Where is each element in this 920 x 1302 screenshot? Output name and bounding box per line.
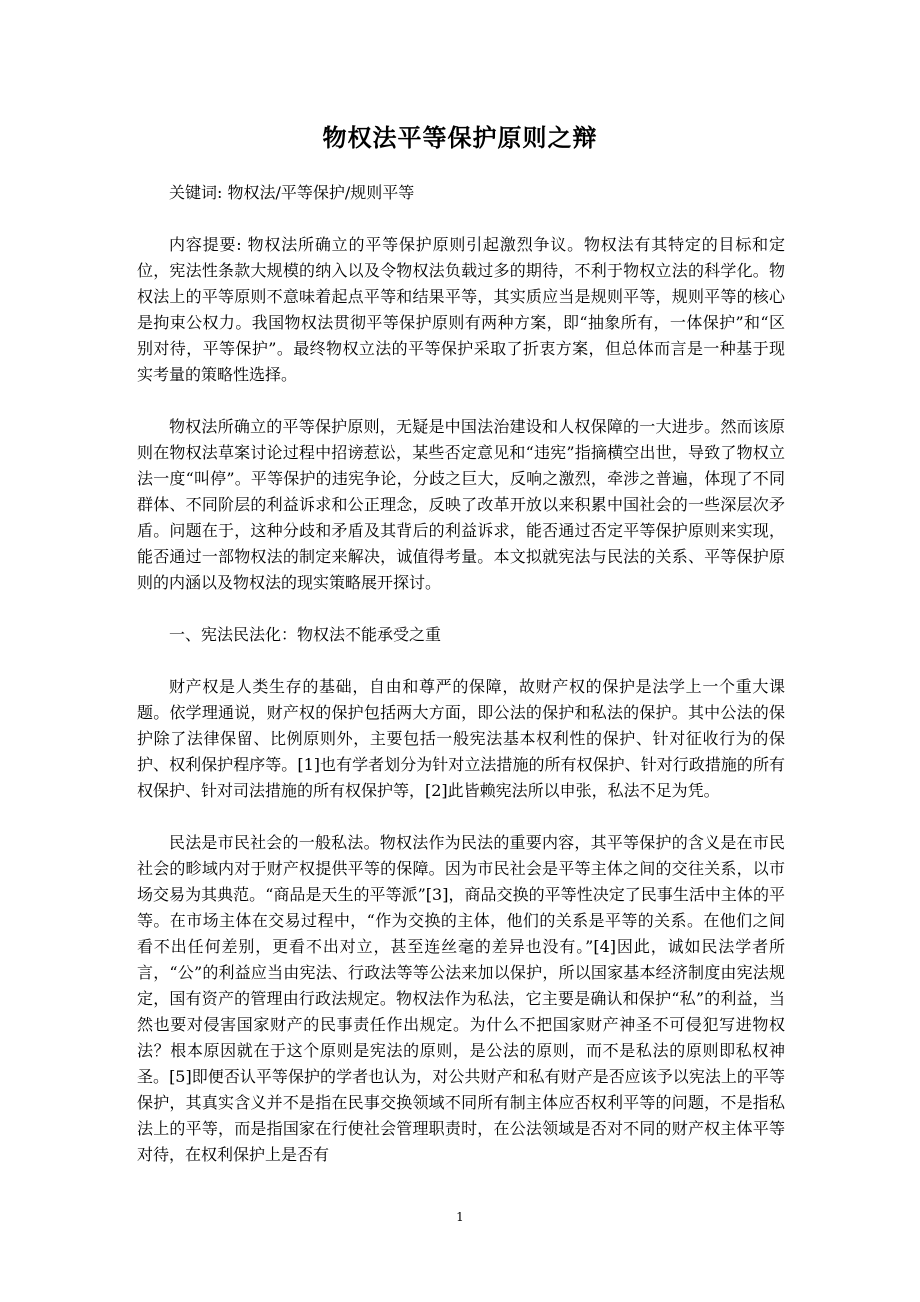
- body-paragraph: 民法是市民社会的一般私法。物权法作为民法的重要内容，其平等保护的含义是在市民社会的畛域内对于财产权提供平等的保障。因为市民社会是平等主体之间的交往关系，以市场交易为其典范。“商品是天生的平等派”[3]，商品交换的平等性决定了民事生活中主体的平等。在市场主体在交易过程中，“作为交换的主体，他们的关系是平等的关系。在他们之间看不出任何差别，更看不出对立，甚至连丝毫的差异也没有。”[4]因此，诚如民法学者所言，“公”的利益应当由宪法、行政法等等公法来加以保护，所以国家基本经济制度由宪法规定，国有资产的管理由行政法规定。物权法作为私法，它主要是确认和保护“私”的利益，当然也要对侵害国家财产的民事责任作出规定。为什么不把国家财产神圣不可侵犯写进物权法？根本原因就在于这个原则是宪法的原则，是公法的原则，而不是私法的原则即私权神圣。[5]即便否认平等保护的学者也认为，对公共财产和私有财产是否应该予以宪法上的平等保护，其真实含义并不是指在民事交换领域不同所有制主体应否权利平等的问题，不是指私法上的平等，而是指国家在行使社会管理职责时，在公法领域是否对不同的财产权主体平等对待，在权利保护上是否有: [137, 833, 785, 1164]
- page-number: 1: [456, 1210, 464, 1224]
- keywords-line: 关键词: 物权法/平等保护/规则平等: [169, 183, 415, 202]
- document-body: [137, 180, 785, 1168]
- abstract-paragraph: 内容提要: 物权法所确立的平等保护原则引起激烈争议。物权法有其特定的目标和定位，宪法性条款大规模的纳入以及令物权法负载过多的期待，不利于物权立法的科学化。物权法上的平等原则不意味着起点平等和结果平等，其实质应当是规则平等，规则平等的核心是拘束公权力。我国物权法贯彻平等保护原则有两种方案，即“抽象所有，一体保护”和“区别对待，平等保护”。最终物权立法的平等保护采取了折衷方案，但总体而言是一种基于现实考量的策略性选择。: [137, 235, 785, 384]
- body-paragraph: 财产权是人类生存的基础，自由和尊严的保障，故财产权的保护是法学上一个重大课题。依学理通说，财产权的保护包括两大方面，即公法的保护和私法的保护。其中公法的保护除了法律保留、比例原则外，主要包括一般宪法基本权利性的保护、针对征收行为的保护、权利保护程序等。[1]也有学者划分为针对立法措施的所有权保护、针对行政措施的所有权保护、针对司法措施的所有权保护等，[2]此皆赖宪法所以申张，私法不足为凭。: [137, 677, 785, 800]
- section-heading: 一、宪法民法化：物权法不能承受之重: [169, 625, 442, 644]
- page-title: 物权法平等保护原则之辩: [322, 123, 598, 152]
- body-paragraph: 物权法所确立的平等保护原则，无疑是中国法治建设和人权保障的一大进步。然而该原则在物权法草案讨论过程中招谤惹讼，某些否定意见和“违宪”指摘横空出世，导致了物权立法一度“叫停”。平等保护的违宪争论，分歧之巨大，反响之激烈，牵涉之普遍，体现了不同群体、不同阶层的利益诉求和公正理念，反映了改革开放以来积累中国社会的一些深层次矛盾。问题在于，这种分歧和矛盾及其背后的利益诉求，能否通过否定平等保护原则来实现，能否通过一部物权法的制定来解决，诚值得考量。本文拟就宪法与民法的关系、平等保护原则的内涵以及物权法的现实策略展开探讨。: [137, 417, 785, 592]
